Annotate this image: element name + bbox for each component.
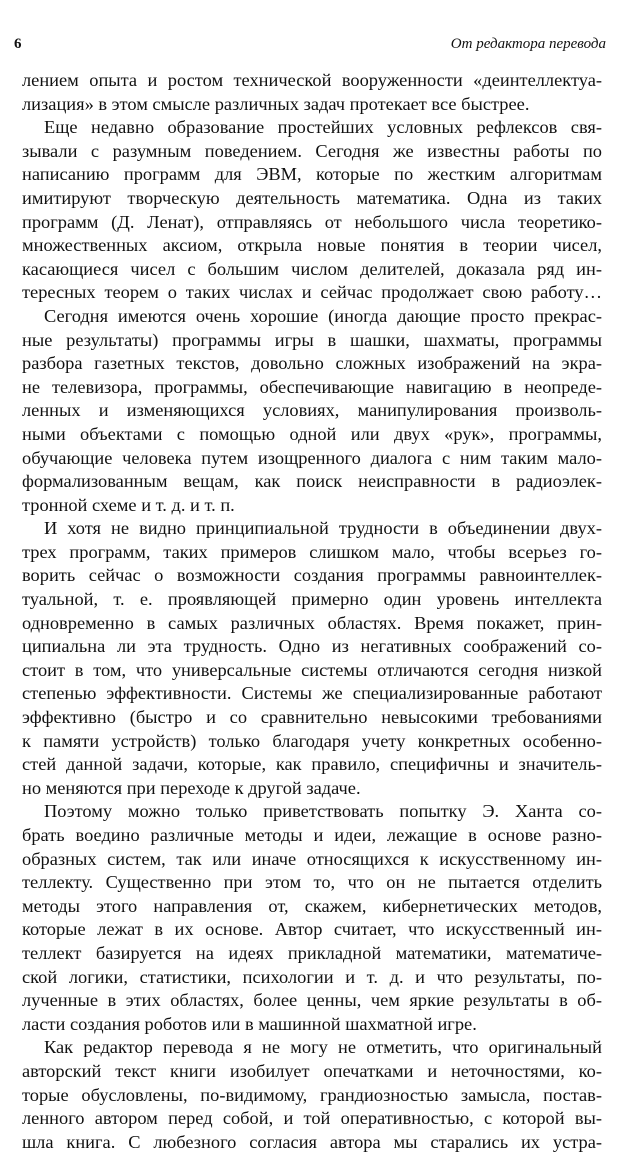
text-line: имитируют творческую деятельность математика. Одна из таких [22, 187, 602, 208]
text-line: касающиеся чисел с большим числом делителей, доказала ряд ин- [22, 258, 602, 279]
page-number: 6 [14, 36, 22, 52]
text-line: стоит в том, что универсальные системы отличаются сегодня низкой [22, 659, 602, 680]
text-line: одновременно в самых различных областях. Время покажет, прин- [22, 612, 602, 633]
text-line: Как редактор перевода я не могу не отметить, что оригинальный [44, 1037, 602, 1058]
text-line: ской логики, статистики, психологии и т. д. и что результаты, по- [22, 966, 602, 987]
text-line: программ (Д. Ленат), отправляясь от небольшого числа теоретико- [22, 211, 602, 232]
text-line: которые лежат в их основе. Автор считает, что искусственный ин- [22, 919, 602, 940]
body-text [22, 69, 602, 1154]
text-line: теллект базируется на идеях прикладной математики, математиче- [22, 942, 602, 963]
text-line: к памяти устройств) только благодаря учету конкретных особенно- [22, 730, 602, 751]
text-line: лученные в этих областях, более ценны, чем яркие результаты в об- [22, 990, 602, 1011]
text-line: образных систем, так или иначе относящихся к искусственному ин- [22, 848, 602, 869]
text-line: ленных и изменяющихся условиях, манипулирования произволь- [22, 400, 602, 421]
section-title: От редактора перевода [450, 36, 606, 52]
text-line: шла книга. С любезного согласия автора мы старались их устра- [22, 1131, 602, 1152]
text-line: брать воедино различные методы и идеи, лежащие в основе разно- [22, 825, 602, 845]
text-line: степенью эффективности. Системы же специализированные работают [22, 683, 602, 704]
text-line: торые обусловлены, по-видимому, грандиозностью замысла, постав- [22, 1084, 602, 1105]
running-header [14, 36, 606, 58]
text-line: но меняются при переходе к другой задаче. [22, 777, 361, 798]
text-line: ными объектами с помощью одной или двух «рук», программы, [22, 423, 602, 444]
text-line: стей данной задачи, которые, как правило, специфичны и значитель- [22, 754, 602, 775]
text-line: лением опыта и ростом технической вооруженности «деинтеллектуа- [22, 70, 602, 90]
text-line: ворить сейчас о возможности создания программы равноинтеллек- [22, 565, 602, 586]
text-line: написанию программ для ЭВМ, которые по жестким алгоритмам [22, 164, 602, 185]
text-line: трех программ, таких примеров слишком мало, чтобы всерьез го- [22, 541, 602, 562]
text-line: обучающие человека путем изощренного диалога с ним таким мало- [22, 447, 602, 468]
text-line: тронной схеме и т. д. и т. п. [22, 494, 235, 515]
text-line: ные результаты) программы игры в шашки, шахматы, программы [22, 329, 602, 350]
text-line: разбора газетных текстов, довольно сложных изображений на экра- [22, 353, 602, 374]
text-line: методы этого направления от, скажем, кибернетических методов, [22, 895, 602, 916]
text-line: тересных теорем о таких числах и сейчас продолжает свою работу… [22, 282, 602, 303]
text-line: туальной, т. е. проявляющей примерно один уровень интеллекта [22, 589, 602, 610]
text-line: множественных аксиом, открыла новые понятия в теории чисел, [22, 235, 602, 256]
text-line: не телевизора, программы, обеспечивающие навигацию в неопреде- [22, 376, 602, 397]
text-line: теллекту. Существенно при этом то, что он не пытается отделить [22, 872, 602, 893]
text-line: лизация» в этом смысле различных задач протекает все быстрее. [22, 93, 530, 114]
text-line: Еще недавно образование простейших условных рефлексов свя- [44, 117, 602, 138]
text-line: Сегодня имеются очень хорошие (иногда дающие просто прекрас- [44, 305, 602, 326]
text-line: И хотя не видно принципиальной трудности в объединении двух- [44, 518, 602, 539]
text-line: ципиальна ли эта трудность. Одно из негативных соображений со- [22, 636, 602, 657]
text-line: эффективно (быстро и со сравнительно невысокими требованиями [22, 707, 602, 728]
text-line: Поэтому можно только приветствовать попытку Э. Ханта со- [44, 801, 602, 822]
text-line: ласти создания роботов или в машинной шахматной игре. [22, 1013, 477, 1034]
text-line: авторский текст книги изобилует опечатками и неточностями, ко- [22, 1060, 602, 1081]
text-line: ленного автором перед собой, и той оперативностью, с которой вы- [22, 1108, 602, 1129]
text-line: зывали с разумным поведением. Сегодня же известны работы по [22, 140, 602, 161]
text-line: формализованным вещам, как поиск неисправности в радиоэлек- [22, 471, 602, 492]
